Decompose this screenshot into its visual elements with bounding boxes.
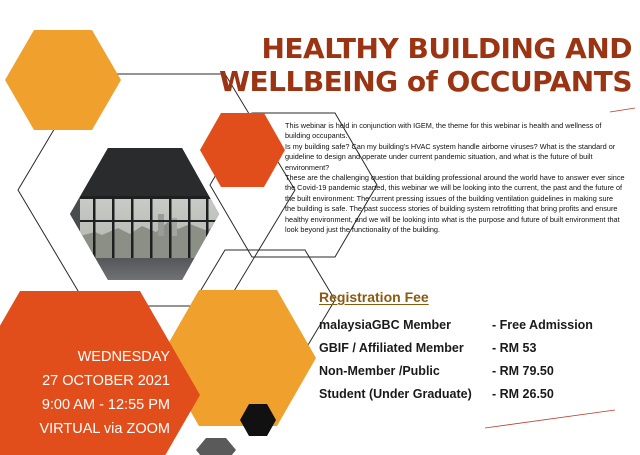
orange-hexagon-top-left	[5, 30, 121, 130]
title-line-1: HEALTHY BUILDING AND	[261, 32, 632, 65]
fee-price: - RM 53	[492, 341, 537, 355]
fee-category: Non-Member /Public	[319, 364, 440, 378]
title-line-2: WELLBEING of OCCUPANTS	[219, 65, 632, 98]
fee-category: Student (Under Graduate)	[319, 387, 472, 401]
description-paragraph-3: These are the challenging question that building professional around the world have to answer ever since the Covid-19 pandemic started, this webinar we will be looking into the current, the past and the future of the built environment: The current pressing issues of the building ventilation guidelines in making sure the building is safe. The past success stories of building system retrofitting that bring profits and ensure healthy environment, and we will be looking into what is the purpose and future of built environment that look beyond just the functionality of the building.	[285, 173, 625, 235]
description-paragraph-2: Is my building safe? Can my building's HVAC system handle airborne viruses? What is the standard or guideline to design and operate under current pandemic situation, and what is the future of built environment?	[285, 141, 616, 172]
gray-hexagon-bottom	[196, 438, 236, 455]
fee-price: - Free Admission	[492, 318, 593, 332]
description-paragraph-1: This webinar is held in conjunction with IGEM, the theme for this webinar is health and wellness of building occupants.	[285, 121, 602, 141]
fee-row	[319, 387, 619, 407]
fee-category: GBIF / Affiliated Member	[319, 341, 464, 355]
fee-row	[319, 364, 619, 384]
registration-fee-heading: Registration Fee	[319, 289, 429, 305]
decorative-line-top	[610, 108, 635, 112]
webinar-description	[285, 121, 625, 235]
event-details	[0, 345, 170, 441]
fee-row	[319, 318, 619, 338]
fee-price: - RM 26.50	[492, 387, 554, 401]
fee-category: malaysiaGBC Member	[319, 318, 452, 332]
event-venue: VIRTUAL via ZOOM	[39, 421, 170, 437]
orange-hexagon-top-right	[200, 113, 285, 187]
event-date: 27 OCTOBER 2021	[42, 373, 170, 389]
event-time: 9:00 AM - 12:55 PM	[41, 397, 170, 413]
event-title	[200, 32, 632, 98]
event-day: WEDNESDAY	[77, 349, 170, 365]
fee-price: - RM 79.50	[492, 364, 554, 378]
decorative-line-bottom	[485, 410, 615, 428]
fee-row	[319, 341, 619, 361]
